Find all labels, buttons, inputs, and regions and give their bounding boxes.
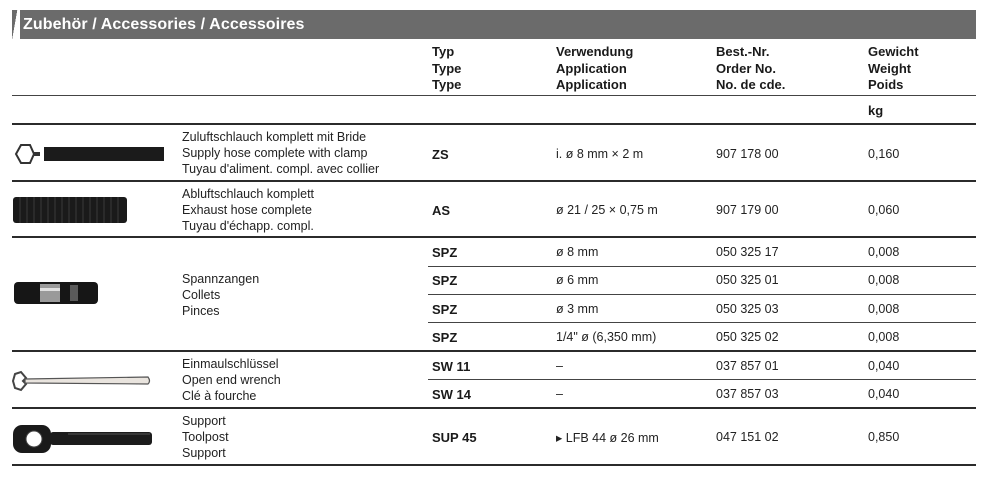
item-divider: [12, 236, 976, 238]
desc-fr: Support: [182, 446, 226, 461]
type-cell: SPZ: [432, 273, 458, 288]
weight-cell: 0,060: [868, 203, 900, 217]
weight-cell: 0,008: [868, 245, 900, 259]
type-cell: SW 14: [432, 387, 472, 402]
item-description: [182, 271, 259, 320]
header-weight-fr: Poids: [868, 77, 904, 92]
weight-cell: 0,040: [868, 387, 900, 401]
section-banner: [12, 10, 976, 39]
row-divider: [428, 322, 976, 323]
header-application-fr: Application: [556, 77, 627, 92]
header-order-en: Order No.: [716, 60, 776, 76]
desc-de: Abluftschlauch komplett: [182, 187, 315, 201]
open-end-wrench-image: [12, 370, 152, 392]
order-no-cell: 907 178 00: [716, 147, 779, 161]
row-divider: [428, 266, 976, 267]
header-type-en: Type: [432, 60, 462, 76]
section-title: Zubehör / Accessories / Accessoires: [23, 16, 305, 33]
desc-fr: Pinces: [182, 304, 220, 319]
order-no-cell: 050 325 02: [716, 330, 779, 344]
order-no-cell: 050 325 03: [716, 302, 779, 316]
application-cell: i. ø 8 mm × 2 m: [556, 147, 644, 161]
header-order-de: Best.-Nr.: [716, 44, 770, 59]
header-application-de: Verwendung: [556, 44, 634, 59]
order-no-cell: 047 151 02: [716, 430, 779, 444]
application-cell: –: [556, 359, 563, 373]
desc-de: Zuluftschlauch komplett mit Bride: [182, 130, 367, 144]
exhaust-hose-image: [12, 195, 128, 225]
order-no-cell: 907 179 00: [716, 203, 779, 217]
order-no-cell: 050 325 01: [716, 273, 779, 287]
desc-fr: Tuyau d'échapp. compl.: [182, 219, 314, 234]
desc-en: Toolpost: [182, 430, 229, 445]
header-type: [432, 44, 461, 94]
header-order-no: [716, 44, 785, 94]
item-divider: [12, 350, 976, 352]
type-cell: SPZ: [432, 330, 458, 345]
type-cell: SUP 45: [432, 430, 477, 445]
weight-cell: 0,040: [868, 359, 900, 373]
desc-en: Exhaust hose complete: [182, 203, 312, 218]
order-no-cell: 037 857 03: [716, 387, 779, 401]
item-description: [182, 356, 281, 405]
application-cell: ø 21 / 25 × 0,75 m: [556, 203, 658, 217]
row-divider: [428, 379, 976, 380]
item-description: [182, 413, 229, 462]
application-cell: 1/4" ø (6,350 mm): [556, 330, 657, 344]
collet-image: [14, 278, 100, 308]
item-divider: [12, 180, 976, 182]
order-no-cell: 037 857 01: [716, 359, 779, 373]
header-type-de: Typ: [432, 44, 455, 59]
table-bottom-rule: [12, 464, 976, 466]
desc-fr: Tuyau d'aliment. compl. avec collier: [182, 162, 380, 177]
desc-de: Support: [182, 414, 226, 428]
weight-cell: 0,160: [868, 147, 900, 161]
order-no-cell: 050 325 17: [716, 245, 779, 259]
header-application: [556, 44, 633, 94]
table-top-rule: [12, 123, 976, 125]
header-weight-en: Weight: [868, 60, 912, 76]
type-cell: ZS: [432, 147, 449, 162]
header-type-fr: Type: [432, 77, 462, 92]
header-divider: [12, 95, 976, 96]
application-cell: ø 6 mm: [556, 273, 599, 287]
desc-en: Supply hose complete with clamp: [182, 146, 368, 161]
application-cell: –: [556, 387, 563, 401]
weight-unit: kg: [868, 103, 884, 118]
item-divider: [12, 407, 976, 409]
item-description: [182, 186, 314, 235]
banner-slash-decoration: [12, 10, 20, 39]
header-weight-de: Gewicht: [868, 44, 919, 59]
desc-fr: Clé à fourche: [182, 389, 257, 404]
weight-cell: 0,008: [868, 273, 900, 287]
item-description: [182, 129, 379, 178]
weight-cell: 0,008: [868, 330, 900, 344]
desc-de: Einmaulschlüssel: [182, 357, 279, 371]
type-cell: AS: [432, 203, 451, 218]
weight-cell: 0,850: [868, 430, 900, 444]
type-cell: SW 11: [432, 359, 471, 374]
header-application-en: Application: [556, 60, 627, 76]
header-weight: [868, 44, 919, 94]
application-cell: ▸ LFB 44 ø 26 mm: [556, 431, 659, 445]
desc-en: Collets: [182, 288, 221, 303]
desc-de: Spannzangen: [182, 272, 260, 286]
type-cell: SPZ: [432, 302, 458, 317]
toolpost-image: [12, 422, 154, 456]
application-cell: ø 3 mm: [556, 302, 599, 316]
row-divider: [428, 294, 976, 295]
application-cell: ø 8 mm: [556, 245, 599, 259]
weight-cell: 0,008: [868, 302, 900, 316]
supply-hose-image: [14, 141, 166, 167]
header-order-fr: No. de cde.: [716, 77, 786, 92]
desc-en: Open end wrench: [182, 373, 281, 388]
type-cell: SPZ: [432, 245, 458, 260]
